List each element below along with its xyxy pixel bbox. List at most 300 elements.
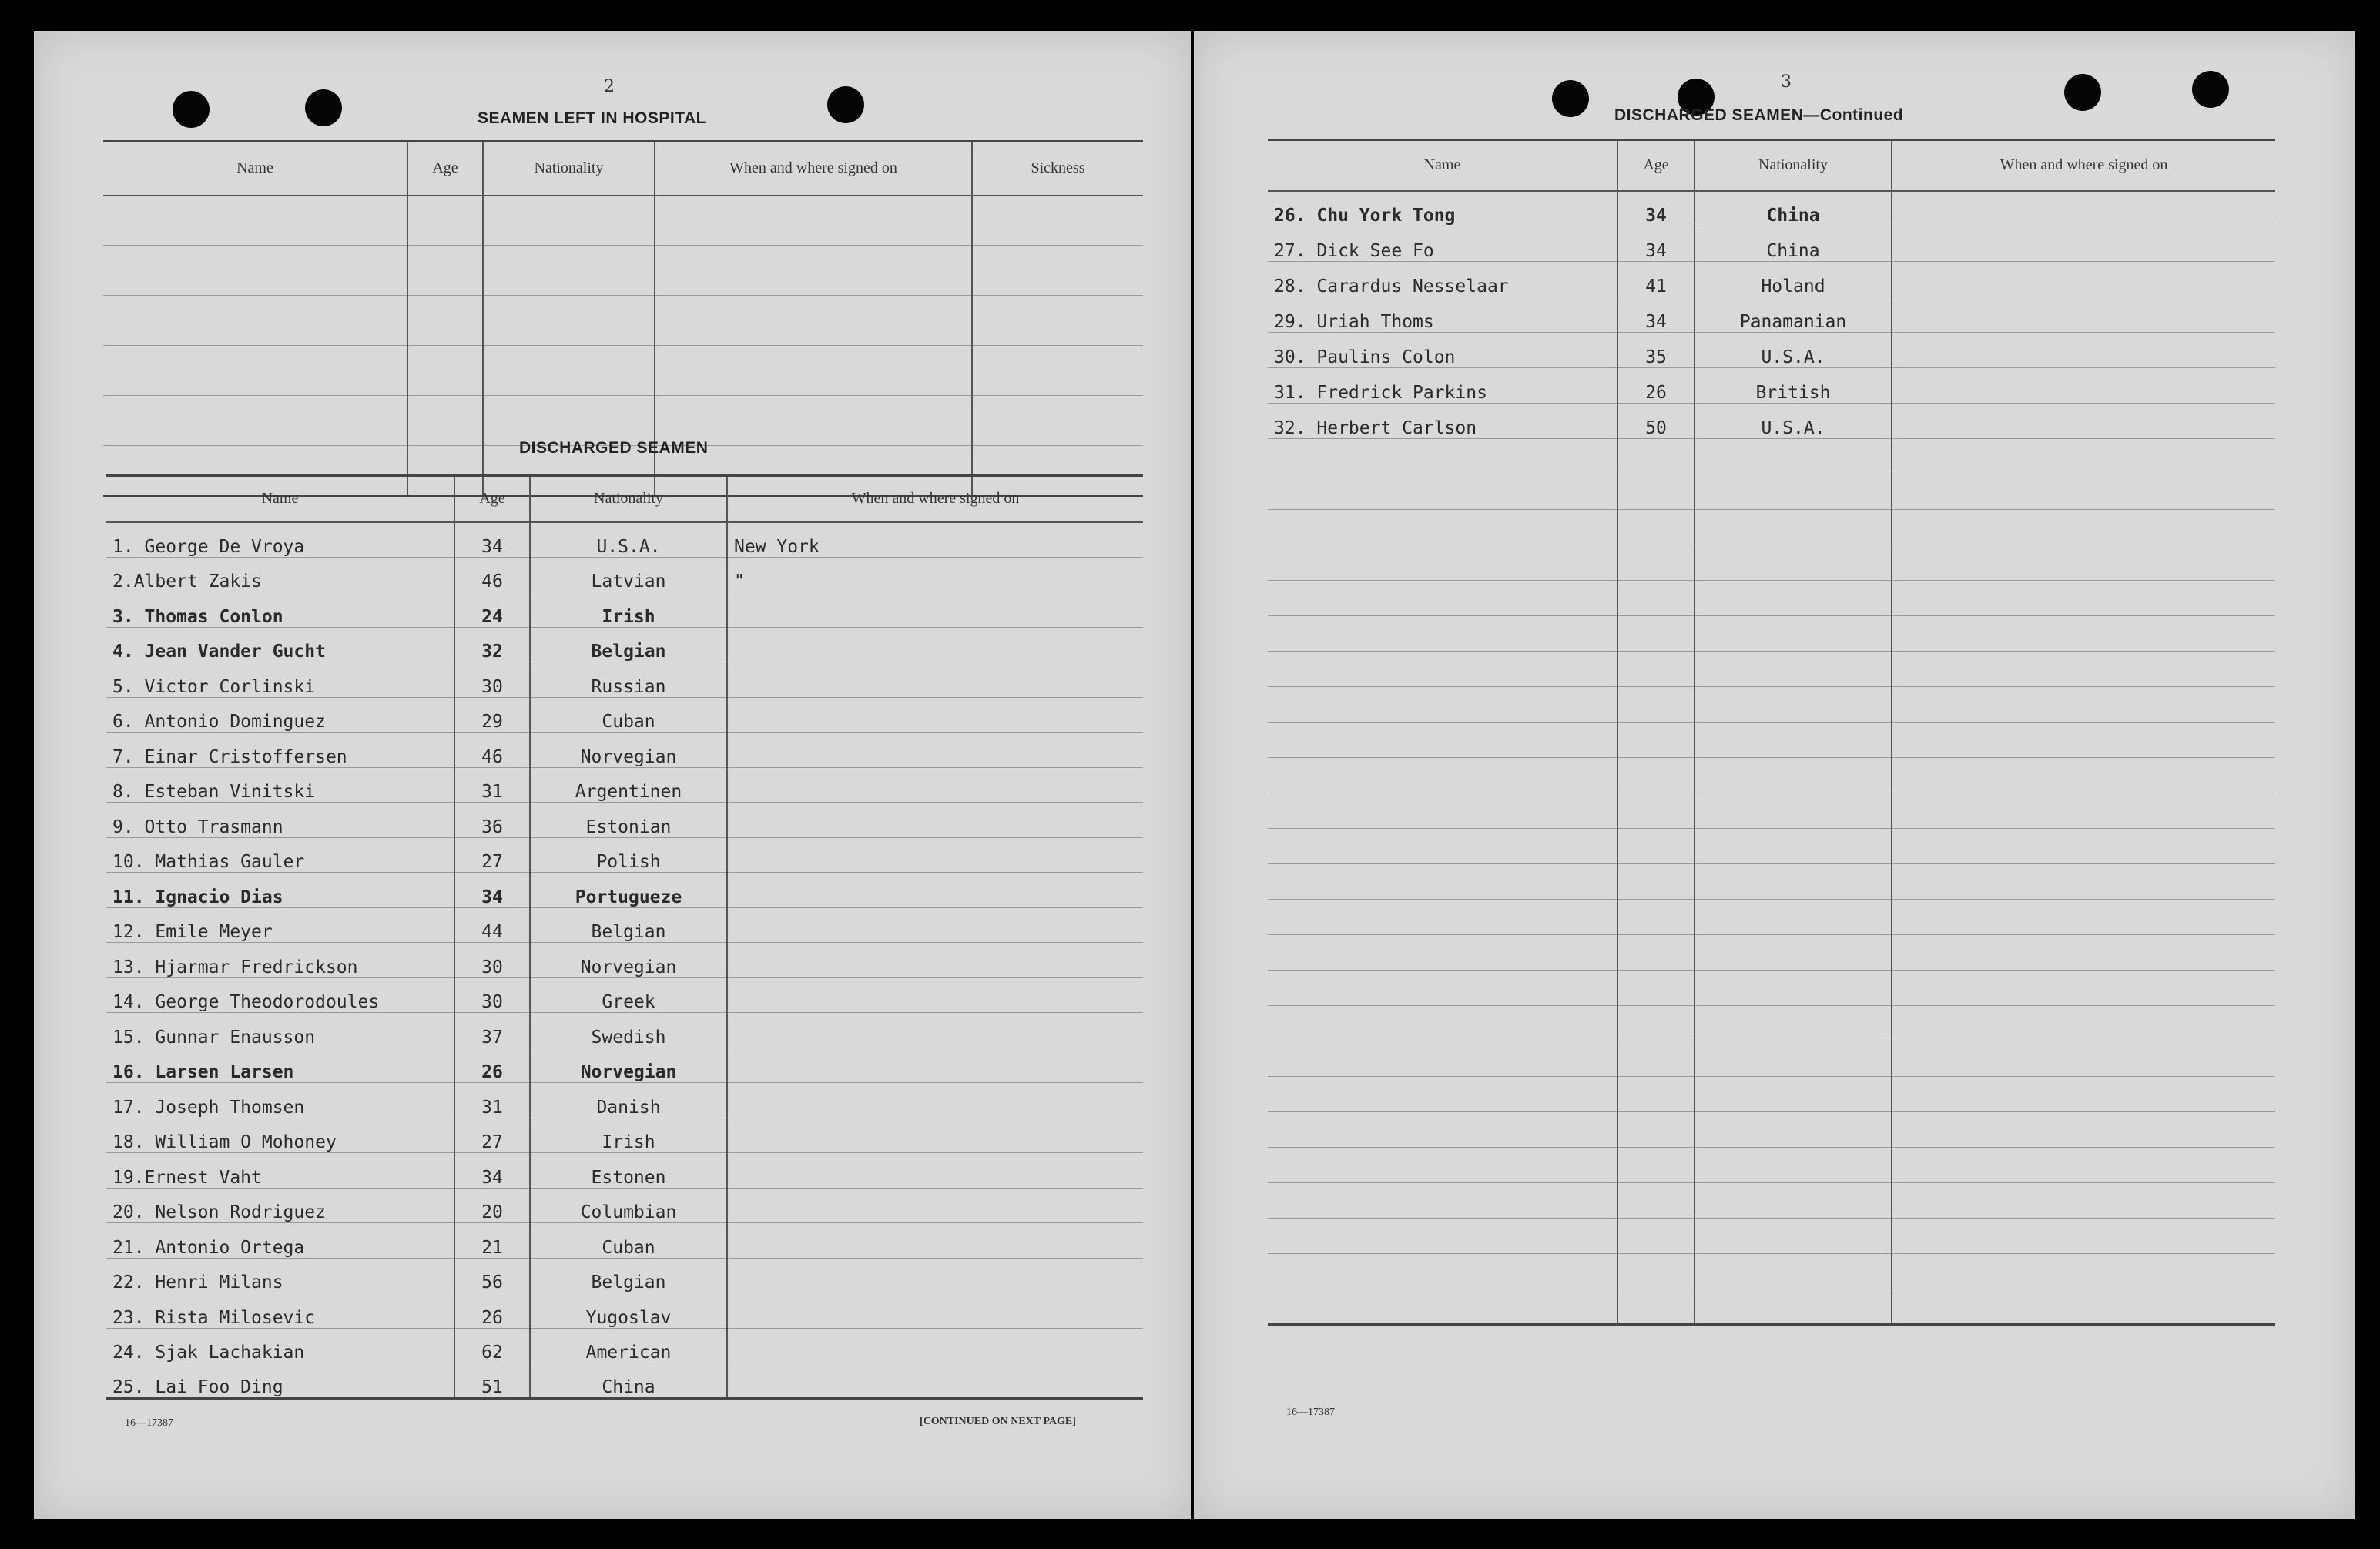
blank-cell [1892, 439, 2275, 474]
blank-cell [1694, 581, 1892, 616]
blank-cell [1268, 1289, 1617, 1325]
blank-cell [1892, 1041, 2275, 1077]
cell-signed_on [727, 697, 1143, 733]
table-row [1268, 262, 2275, 297]
column-header: Name [106, 476, 454, 522]
cell-signed_on [727, 943, 1143, 978]
cell-nationality: Belgian [530, 1258, 727, 1293]
blank-cell [1892, 1219, 2275, 1254]
blank-cell [1617, 1183, 1694, 1219]
blank-cell [1694, 1254, 1892, 1289]
cell-age: 20 [454, 1188, 530, 1223]
cell-age: 62 [454, 1328, 530, 1363]
punch-hole [2064, 74, 2101, 111]
cell-nationality: Latvian [530, 557, 727, 592]
blank-cell [1892, 829, 2275, 864]
cell-name: 24. Sjak Lachakian [106, 1328, 454, 1363]
blank-cell [407, 246, 483, 296]
cell-age: 26 [1617, 368, 1694, 404]
blank-cell [1892, 616, 2275, 652]
table-row [1268, 333, 2275, 368]
cell-name: 5. Victor Corlinski [106, 662, 454, 698]
blank-cell [1694, 687, 1892, 723]
cell-name: 7. Einar Cristoffersen [106, 733, 454, 768]
blank-row [1268, 1254, 2275, 1289]
blank-cell [103, 196, 407, 246]
cell-age: 35 [1617, 333, 1694, 368]
blank-cell [1892, 687, 2275, 723]
cell-nationality: U.S.A. [530, 522, 727, 558]
table-header-row [103, 142, 1143, 196]
blank-row [1268, 723, 2275, 758]
cell-nationality: Belgian [530, 627, 727, 662]
cell-age: 31 [454, 1083, 530, 1118]
cell-nationality: Portugueze [530, 873, 727, 908]
blank-cell [1617, 1289, 1694, 1325]
blank-cell [1892, 581, 2275, 616]
cell-signed_on [1892, 226, 2275, 262]
punch-hole [1552, 80, 1589, 117]
blank-cell [1617, 474, 1694, 510]
cell-signed_on [1892, 191, 2275, 226]
cell-name: 19.Ernest Vaht [106, 1153, 454, 1189]
table-row [106, 1293, 1143, 1329]
column-header: Nationality [1694, 140, 1892, 191]
cell-name: 9. Otto Trasmann [106, 803, 454, 838]
cell-nationality: Irish [530, 1118, 727, 1153]
blank-row [1268, 1077, 2275, 1112]
table-row [1268, 191, 2275, 226]
column-header: Nationality [530, 476, 727, 522]
cell-name: 23. Rista Milosevic [106, 1293, 454, 1329]
cell-age: 37 [454, 1013, 530, 1048]
cell-age: 34 [1617, 191, 1694, 226]
blank-cell [1892, 793, 2275, 829]
cell-signed_on [727, 1188, 1143, 1223]
cell-nationality: Holand [1694, 262, 1892, 297]
blank-cell [407, 296, 483, 346]
table-row [106, 592, 1143, 628]
blank-cell [972, 196, 1143, 246]
column-header: Age [407, 142, 483, 196]
blank-cell [1617, 829, 1694, 864]
blank-cell [1268, 510, 1617, 545]
cell-name: 1. George De Vroya [106, 522, 454, 558]
blank-cell [1268, 439, 1617, 474]
table-row [106, 873, 1143, 908]
cell-nationality: Greek [530, 977, 727, 1013]
cell-signed_on [727, 803, 1143, 838]
cell-age: 50 [1617, 404, 1694, 439]
cell-age: 30 [454, 943, 530, 978]
cell-signed_on: " [727, 557, 1143, 592]
cell-name: 15. Gunnar Enausson [106, 1013, 454, 1048]
blank-cell [1892, 900, 2275, 935]
table-row [106, 1223, 1143, 1259]
table-row [1268, 226, 2275, 262]
blank-row [1268, 1219, 2275, 1254]
cell-signed_on [1892, 262, 2275, 297]
cell-name: 18. William O Mohoney [106, 1118, 454, 1153]
blank-cell [1892, 1006, 2275, 1041]
blank-cell [1268, 1148, 1617, 1183]
blank-cell [1694, 510, 1892, 545]
column-header: When and where signed on [727, 476, 1143, 522]
table-row [106, 1153, 1143, 1189]
blank-cell [655, 296, 972, 346]
table-row [106, 1258, 1143, 1293]
blank-row [1268, 581, 2275, 616]
cell-nationality: Swedish [530, 1013, 727, 1048]
blank-cell [972, 396, 1143, 446]
blank-cell [1617, 1254, 1694, 1289]
table-row [106, 697, 1143, 733]
cell-nationality: Estonian [530, 803, 727, 838]
cell-signed_on [1892, 404, 2275, 439]
blank-cell [1268, 864, 1617, 900]
punch-hole [173, 91, 210, 128]
cell-name: 2.Albert Zakis [106, 557, 454, 592]
cell-age: 27 [454, 1118, 530, 1153]
cell-name: 14. George Theodorodoules [106, 977, 454, 1013]
cell-name: 26. Chu York Tong [1268, 191, 1617, 226]
cell-nationality: Belgian [530, 907, 727, 943]
cell-signed_on [727, 1048, 1143, 1083]
blank-row [1268, 474, 2275, 510]
cell-signed_on [727, 1258, 1143, 1293]
cell-name: 21. Antonio Ortega [106, 1223, 454, 1259]
blank-row [1268, 1006, 2275, 1041]
blank-cell [1892, 545, 2275, 581]
cell-age: 31 [454, 767, 530, 803]
cell-name: 31. Fredrick Parkins [1268, 368, 1617, 404]
blank-row [103, 296, 1143, 346]
table-row [106, 662, 1143, 698]
blank-cell [1694, 474, 1892, 510]
cell-name: 8. Esteban Vinitski [106, 767, 454, 803]
cell-age: 41 [1617, 262, 1694, 297]
blank-cell [1617, 1112, 1694, 1148]
blank-cell [655, 396, 972, 446]
cell-age: 26 [454, 1048, 530, 1083]
cell-name: 3. Thomas Conlon [106, 592, 454, 628]
blank-cell [1694, 935, 1892, 971]
column-header: Name [1268, 140, 1617, 191]
cell-name: 20. Nelson Rodriguez [106, 1188, 454, 1223]
blank-cell [1268, 1219, 1617, 1254]
cell-name: 25. Lai Foo Ding [106, 1363, 454, 1399]
blank-cell [1694, 971, 1892, 1006]
blank-row [1268, 829, 2275, 864]
cell-signed_on [727, 592, 1143, 628]
table-header-row [1268, 140, 2275, 191]
table-row [1268, 368, 2275, 404]
blank-cell [1268, 581, 1617, 616]
blank-cell [1694, 1219, 1892, 1254]
cell-age: 36 [454, 803, 530, 838]
cell-signed_on [727, 873, 1143, 908]
blank-row [1268, 1183, 2275, 1219]
table-row [106, 837, 1143, 873]
cell-age: 27 [454, 837, 530, 873]
blank-cell [1694, 652, 1892, 687]
cell-age: 29 [454, 697, 530, 733]
table-row [106, 1363, 1143, 1399]
cell-nationality: U.S.A. [1694, 333, 1892, 368]
cell-nationality: Yugoslav [530, 1293, 727, 1329]
blank-cell [1617, 864, 1694, 900]
blank-cell [1694, 864, 1892, 900]
cell-signed_on [727, 1083, 1143, 1118]
blank-cell [1617, 616, 1694, 652]
blank-cell [1617, 510, 1694, 545]
blank-cell [1892, 1077, 2275, 1112]
column-header: When and where signed on [655, 142, 972, 196]
cell-nationality: Panamanian [1694, 297, 1892, 333]
cell-nationality: Norvegian [530, 733, 727, 768]
cell-age: 24 [454, 592, 530, 628]
blank-cell [1617, 1077, 1694, 1112]
blank-cell [1694, 616, 1892, 652]
blank-cell [1617, 971, 1694, 1006]
cell-name: 6. Antonio Dominguez [106, 697, 454, 733]
blank-cell [1268, 829, 1617, 864]
blank-cell [1268, 900, 1617, 935]
blank-cell [1617, 758, 1694, 793]
blank-row [1268, 935, 2275, 971]
cell-nationality: China [530, 1363, 727, 1399]
blank-cell [483, 296, 655, 346]
blank-cell [1617, 900, 1694, 935]
blank-cell [1892, 1112, 2275, 1148]
cell-name: 29. Uriah Thoms [1268, 297, 1617, 333]
cell-age: 21 [454, 1223, 530, 1259]
blank-cell [1694, 793, 1892, 829]
cell-nationality: U.S.A. [1694, 404, 1892, 439]
cell-nationality: Estonen [530, 1153, 727, 1189]
page-number: 3 [1781, 72, 1792, 92]
discharged-table [106, 474, 1143, 1400]
blank-cell [1268, 616, 1617, 652]
blank-row [1268, 652, 2275, 687]
cell-signed_on [727, 1328, 1143, 1363]
cell-signed_on [727, 1293, 1143, 1329]
blank-cell [1694, 1077, 1892, 1112]
blank-row [1268, 616, 2275, 652]
table-row [1268, 404, 2275, 439]
blank-row [103, 346, 1143, 396]
blank-row [1268, 1289, 2275, 1325]
blank-cell [103, 296, 407, 346]
column-header: When and where signed on [1892, 140, 2275, 191]
blank-cell [1617, 793, 1694, 829]
column-header: Name [103, 142, 407, 196]
cell-signed_on [1892, 368, 2275, 404]
blank-cell [972, 296, 1143, 346]
blank-cell [1892, 474, 2275, 510]
cell-nationality: Norvegian [530, 1048, 727, 1083]
blank-cell [1617, 545, 1694, 581]
cell-nationality: Columbian [530, 1188, 727, 1223]
form-number: 16—17387 [125, 1417, 173, 1429]
blank-cell [1268, 935, 1617, 971]
blank-cell [1268, 1006, 1617, 1041]
cell-signed_on [727, 837, 1143, 873]
table-row [106, 977, 1143, 1013]
blank-cell [1617, 1006, 1694, 1041]
blank-cell [1268, 687, 1617, 723]
cell-name: 4. Jean Vander Gucht [106, 627, 454, 662]
blank-cell [1268, 1183, 1617, 1219]
cell-age: 32 [454, 627, 530, 662]
blank-cell [1617, 687, 1694, 723]
blank-cell [483, 196, 655, 246]
cell-nationality: China [1694, 226, 1892, 262]
blank-cell [1694, 1006, 1892, 1041]
cell-age: 30 [454, 977, 530, 1013]
blank-cell [1268, 1041, 1617, 1077]
blank-cell [483, 396, 655, 446]
column-header: Age [454, 476, 530, 522]
blank-cell [972, 246, 1143, 296]
form-number: 16—17387 [1286, 1407, 1335, 1418]
cell-name: 32. Herbert Carlson [1268, 404, 1617, 439]
table-row [106, 803, 1143, 838]
cell-age: 46 [454, 557, 530, 592]
cell-age: 34 [454, 1153, 530, 1189]
blank-row [1268, 758, 2275, 793]
discharged-continued-title: DISCHARGED SEAMEN—Continued [1614, 106, 1904, 124]
blank-row [1268, 439, 2275, 474]
blank-cell [1892, 652, 2275, 687]
cell-age: 30 [454, 662, 530, 698]
blank-cell [1892, 1289, 2275, 1325]
table-row [106, 733, 1143, 768]
cell-age: 26 [454, 1293, 530, 1329]
table-row [106, 522, 1143, 558]
blank-cell [1617, 652, 1694, 687]
blank-cell [1694, 1289, 1892, 1325]
blank-cell [1268, 971, 1617, 1006]
table-row [106, 1188, 1143, 1223]
blank-cell [1617, 935, 1694, 971]
page-number: 2 [604, 77, 615, 96]
cell-signed_on [727, 1363, 1143, 1399]
cell-signed_on [727, 977, 1143, 1013]
table-row [106, 1328, 1143, 1363]
blank-cell [1617, 1148, 1694, 1183]
blank-cell [1268, 1112, 1617, 1148]
table-row [1268, 297, 2275, 333]
cell-signed_on [727, 1013, 1143, 1048]
column-header: Sickness [972, 142, 1143, 196]
blank-cell [1617, 1219, 1694, 1254]
blank-cell [407, 346, 483, 396]
blank-cell [1892, 1148, 2275, 1183]
blank-cell [1892, 510, 2275, 545]
blank-row [103, 196, 1143, 246]
cell-age: 34 [454, 873, 530, 908]
cell-nationality: Russian [530, 662, 727, 698]
cell-name: 22. Henri Milans [106, 1258, 454, 1293]
cell-signed_on [727, 662, 1143, 698]
cell-signed_on [727, 1153, 1143, 1189]
table-row [106, 767, 1143, 803]
blank-cell [1892, 1183, 2275, 1219]
blank-cell [1268, 1254, 1617, 1289]
blank-row [1268, 900, 2275, 935]
cell-signed_on [727, 907, 1143, 943]
cell-age: 46 [454, 733, 530, 768]
blank-cell [1617, 1041, 1694, 1077]
table-row [106, 1083, 1143, 1118]
cell-age: 34 [1617, 297, 1694, 333]
blank-cell [1268, 1077, 1617, 1112]
cell-age: 44 [454, 907, 530, 943]
blank-cell [103, 346, 407, 396]
blank-row [1268, 1041, 2275, 1077]
blank-cell [1694, 439, 1892, 474]
blank-cell [655, 196, 972, 246]
cell-age: 34 [1617, 226, 1694, 262]
cell-age: 56 [454, 1258, 530, 1293]
blank-cell [1892, 971, 2275, 1006]
cell-name: 13. Hjarmar Fredrickson [106, 943, 454, 978]
cell-name: 16. Larsen Larsen [106, 1048, 454, 1083]
cell-name: 11. Ignacio Dias [106, 873, 454, 908]
cell-nationality: China [1694, 191, 1892, 226]
blank-cell [1694, 758, 1892, 793]
blank-row [1268, 793, 2275, 829]
cell-signed_on [727, 1118, 1143, 1153]
blank-cell [103, 246, 407, 296]
blank-row [1268, 1112, 2275, 1148]
blank-row [103, 396, 1143, 446]
blank-cell [1268, 474, 1617, 510]
cell-name: 17. Joseph Thomsen [106, 1083, 454, 1118]
blank-cell [1268, 545, 1617, 581]
blank-cell [972, 346, 1143, 396]
blank-cell [1694, 829, 1892, 864]
blank-cell [407, 196, 483, 246]
cell-signed_on [727, 733, 1143, 768]
blank-cell [1892, 758, 2275, 793]
cell-nationality: Cuban [530, 1223, 727, 1259]
blank-row [1268, 687, 2275, 723]
blank-cell [483, 346, 655, 396]
blank-row [1268, 864, 2275, 900]
blank-cell [1694, 900, 1892, 935]
blank-row [1268, 971, 2275, 1006]
blank-cell [483, 246, 655, 296]
cell-signed_on [727, 767, 1143, 803]
blank-cell [1617, 581, 1694, 616]
cell-nationality: British [1694, 368, 1892, 404]
blank-row [103, 246, 1143, 296]
blank-cell [1617, 439, 1694, 474]
cell-nationality: Argentinen [530, 767, 727, 803]
cell-nationality: Norvegian [530, 943, 727, 978]
blank-row [1268, 1148, 2275, 1183]
blank-cell [1892, 723, 2275, 758]
table-header-row [106, 476, 1143, 522]
hospital-section-title: SEAMEN LEFT IN HOSPITAL [478, 109, 706, 127]
blank-cell [1694, 1183, 1892, 1219]
cell-name: 30. Paulins Colon [1268, 333, 1617, 368]
blank-cell [1892, 935, 2275, 971]
table-row [106, 627, 1143, 662]
cell-age: 51 [454, 1363, 530, 1399]
